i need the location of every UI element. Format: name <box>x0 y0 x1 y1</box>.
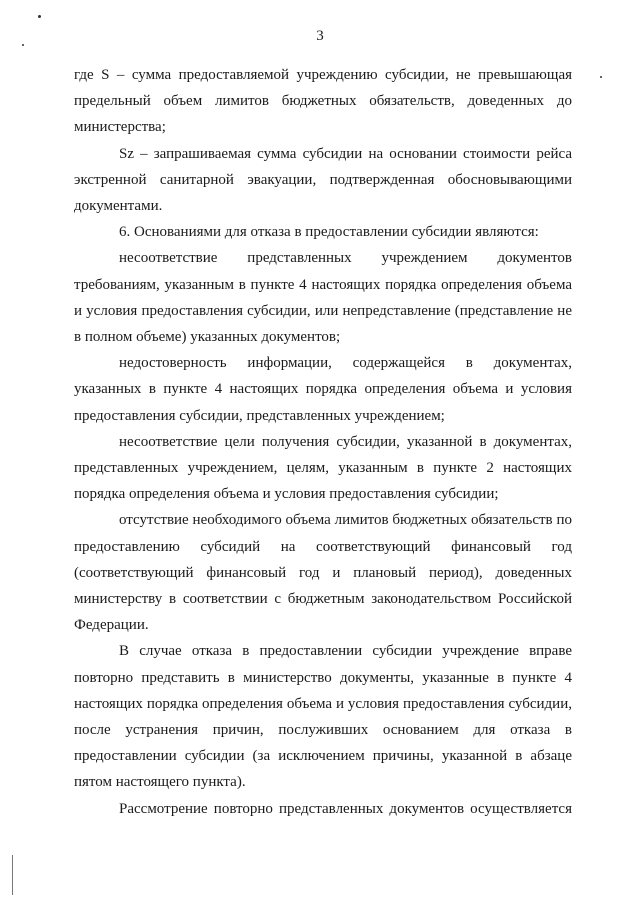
paragraph-resubmission: В случае отказа в предоставлении субсидии учреждение вправе повторно представить в министерство документы, указанные в пункте 4 настоящих порядка определения объема и условия предоставления субсидии, после устранения причин, послуживших основанием для отказа в предоставлении субсидии (за исключением причины, указанной в абзаце пятом настоящего пункта). <box>74 643 572 791</box>
scan-speck <box>22 44 24 46</box>
paragraph-review-continues: Рассмотрение повторно представленных документов осуществляется <box>119 800 572 817</box>
paragraph-refusal-ground-2: недостоверность информации, содержащейся в документах, указанных в пункте 4 настоящих порядка определения объема и условия предоставления субсидии, представленных учреждением; <box>74 355 572 424</box>
scan-margin-line <box>12 855 13 895</box>
document-body <box>74 62 572 822</box>
paragraph-refusal-ground-1: несоответствие представленных учреждением документов требованиям, указанным в пункте 4 настоящих порядка определения объема и условия предоставления субсидии, или непредставление (представление не в полном объеме) указанных документов; <box>74 250 572 346</box>
scan-speck <box>38 15 41 18</box>
page-number: 3 <box>316 28 324 44</box>
paragraph-refusal-ground-3: несоответствие цели получения субсидии, указанной в документах, представленных учреждением, целям, указанным в пункте 2 настоящих порядка определения объема и условия предоставления субсидии; <box>74 433 572 503</box>
paragraph-refusal-grounds-heading: 6. Основаниями для отказа в предоставлении субсидии являются: <box>119 224 539 241</box>
paragraph-refusal-ground-4: отсутствие необходимого объема лимитов бюджетных обязательств по предоставлению субсидий на соответствующий финансовый год (соответствующий финансовый год и плановый период), доведенных министерству в соответствии с бюджетным законодательством Российской Федерации. <box>74 512 572 634</box>
scan-speck <box>600 76 602 78</box>
paragraph-formula-definition-s: где S – сумма предоставляемой учреждению субсидии, не превышающая предельный объем лимитов бюджетных обязательств, доведенных до министерства; <box>74 67 572 136</box>
paragraph-formula-definition-sz: Sz – запрашиваемая сумма субсидии на основании стоимости рейса экстренной санитарной эвакуации, подтвержденная обосновывающими документами. <box>74 145 572 215</box>
